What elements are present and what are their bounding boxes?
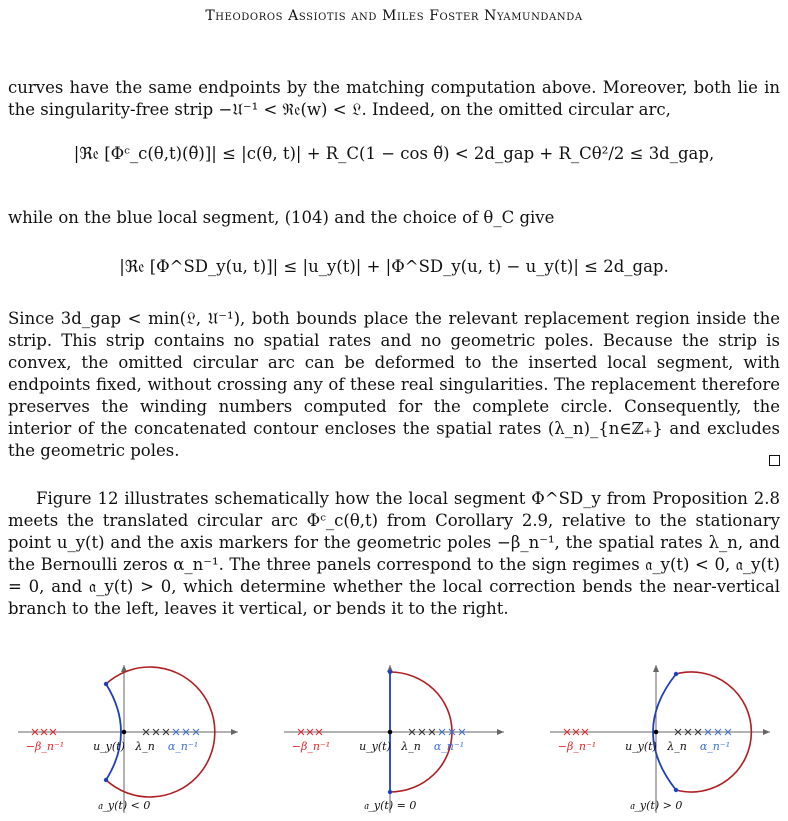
label-stationary-point: u_y(t): [359, 740, 391, 753]
equation-1: [0, 144, 788, 164]
running-header: [0, 8, 788, 24]
panel-caption: 𝔞_y(t) = 0: [363, 799, 417, 812]
segment-endpoint: [388, 790, 392, 794]
segment-endpoint: [674, 672, 678, 676]
segment-endpoint: [388, 670, 392, 674]
equation-1-text: |ℜ𝔢 [Φᶜ_c(θ,t)(θ̃)]| ≤ |c(θ, t)| + R_C(1 − cos θ̃) < 2d_gap + R_Cθ²/2 ≤ 3d_gap,: [73, 144, 715, 163]
label-lambda: λ_n: [401, 740, 421, 753]
x-axis-arrow: [497, 729, 504, 735]
running-header-text: Theodoros Assiotis and Miles Foster Nyamundanda: [205, 8, 583, 24]
paragraph-3-text: Since 3d_gap < min(𝔏, 𝔘⁻¹), both bounds place the relevant replacement region inside the strip. This strip contains no spatial rates and no geometric poles. Because the strip is convex, the omitted circular arc can be deformed to the inserted local segment, with endpoints fixed, without crossing any of these real singularities. The replacement therefore preserves the winding numbers computed for the complete circle. Consequently, the interior of the concatenated contour encloses the spatial rates (λ_n)_{n∈ℤ₊} and excludes the geometric poles.: [8, 309, 780, 460]
label-alpha: α_n⁻¹: [433, 740, 465, 753]
panel-caption: 𝔞_y(t) < 0: [97, 799, 151, 812]
qed-symbol: [769, 455, 780, 466]
paragraph-4-text: Figure 12 illustrates schematically how the local segment Φ^SD_y from Proposition 2.8 meets the translated circular arc Φᶜ_c(θ,t) from Corollary 2.9, relative to the stationary point u_y(t) and the axis markers for the geometric poles −β_n⁻¹, the spatial rates λ_n, and the Bernoulli zeros α_n⁻¹. The three panels correspond to the sign regimes 𝔞_y(t) < 0, 𝔞_y(t) = 0, and 𝔞_y(t) > 0, which determine whether the local correction bends the near-vertical branch to the left, leaves it vertical, or bends it to the right.: [8, 489, 780, 618]
y-axis-arrow: [653, 665, 659, 672]
figure-12: [0, 655, 788, 821]
segment-endpoint: [104, 682, 108, 686]
label-stationary-point: u_y(t): [625, 740, 657, 753]
paragraph-1-text: curves have the same endpoints by the matching computation above. Moreover, both lie in the singularity-free strip −𝔘⁻¹ < ℜ𝔢(w) < 𝔏. Indeed, on the omitted circular arc,: [8, 78, 780, 119]
stationary-point: [122, 730, 127, 735]
label-lambda: λ_n: [667, 740, 687, 753]
paragraph-3: [8, 308, 780, 462]
segment-endpoint: [104, 778, 108, 782]
label-beta: −β_n⁻¹: [291, 740, 331, 753]
label-alpha: α_n⁻¹: [699, 740, 731, 753]
paragraph-2-text: while on the blue local segment, (104) and the choice of θ_C give: [8, 208, 555, 227]
label-beta: −β_n⁻¹: [25, 740, 65, 753]
panel-caption: 𝔞_y(t) > 0: [629, 799, 683, 812]
label-beta: −β_n⁻¹: [557, 740, 597, 753]
paragraph-4: [8, 488, 780, 620]
stationary-point: [654, 730, 659, 735]
paragraph-2: [8, 207, 780, 229]
stationary-point: [388, 730, 393, 735]
equation-2-text: |ℜ𝔢 [Φ^SD_y(u, t)]| ≤ |u_y(t)| + |Φ^SD_y(u, t) − u_y(t)| ≤ 2d_gap.: [119, 257, 669, 276]
segment-endpoint: [674, 788, 678, 792]
paragraph-1: [8, 77, 780, 121]
x-axis-arrow: [763, 729, 770, 735]
label-alpha: α_n⁻¹: [167, 740, 199, 753]
label-lambda: λ_n: [135, 740, 155, 753]
equation-2: [0, 257, 788, 277]
label-stationary-point: u_y(t): [93, 740, 125, 753]
x-axis-arrow: [231, 729, 238, 735]
